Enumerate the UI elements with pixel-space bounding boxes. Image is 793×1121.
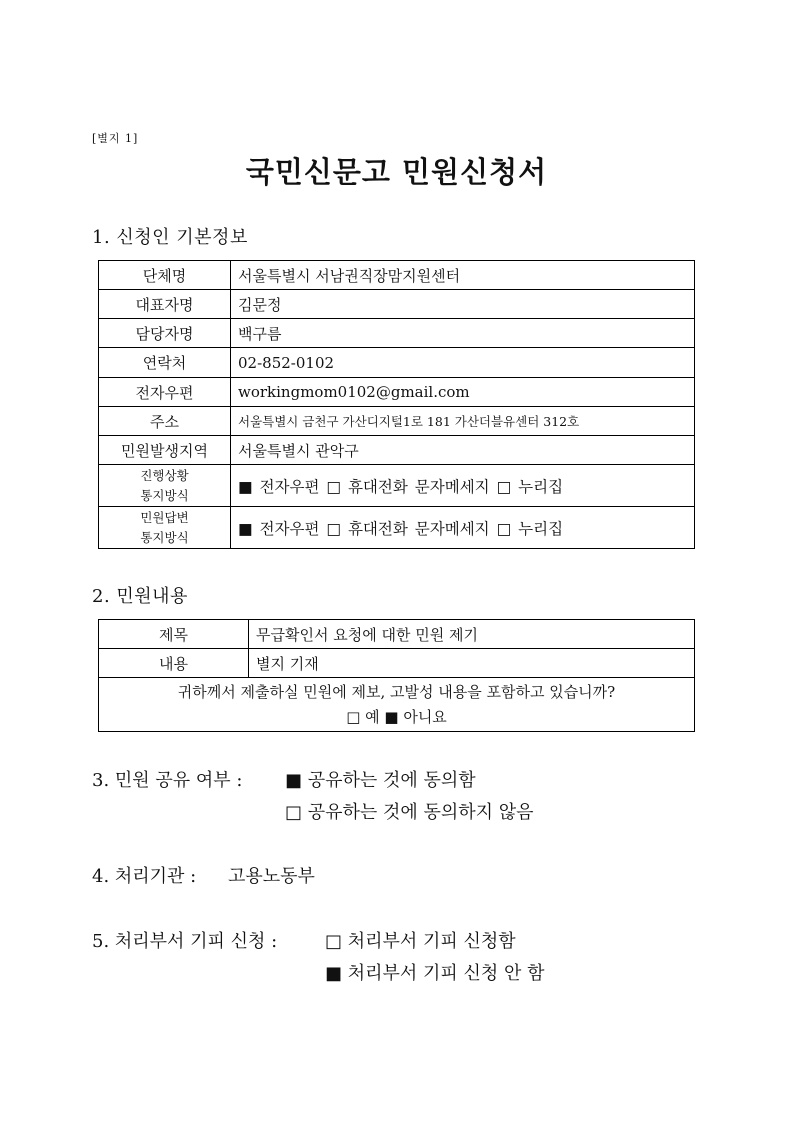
share-agree-option: ■ 공유하는 것에 동의함 [285,770,476,791]
contact-person-value: 백구름 [231,319,695,348]
avoidance-request-option: □ 처리부서 기피 신청함 [325,931,516,952]
table-row [99,620,695,649]
processing-agency-value: 고용노동부 [228,866,315,887]
annex-label: [별지 1] [92,132,139,145]
applicant-info-table [98,260,695,549]
region-label: 민원발생지역 [99,436,231,465]
progress-notice-label-line2: 통지방식 [140,487,189,503]
content-value: 별지 기재 [249,649,695,678]
table-row [99,261,695,290]
table-row [99,649,695,678]
org-name-value: 서울특별시 서남권직장맘지원센터 [231,261,695,290]
contact-person-label: 담당자명 [99,319,231,348]
address-label: 주소 [99,407,231,436]
section2-heading: 2. 민원내용 [92,586,188,607]
progress-notice-options: ■ 전자우편 □ 휴대전화 문자메세지 □ 누리집 [231,465,695,507]
phone-value: 02-852-0102 [231,348,695,378]
org-name-label: 단체명 [99,261,231,290]
representative-label: 대표자명 [99,290,231,319]
subject-label: 제목 [99,620,249,649]
table-row [99,436,695,465]
table-row [99,465,695,507]
answer-notice-label [99,507,231,549]
section5-heading: 5. 처리부서 기피 신청 : [92,931,278,952]
complaint-content-table [98,619,695,732]
table-row [99,290,695,319]
phone-label: 연락처 [99,348,231,378]
representative-value: 김문정 [231,290,695,319]
email-label: 전자우편 [99,378,231,407]
answer-notice-label-line1: 민원답변 [140,509,189,525]
table-row [99,407,695,436]
email-value: workingmom0102@gmail.com [231,378,695,407]
avoidance-no-request-option: ■ 처리부서 기피 신청 안 함 [325,963,545,984]
progress-notice-label-line1: 진행상황 [140,467,189,483]
report-question-cell [99,678,695,732]
content-label: 내용 [99,649,249,678]
answer-notice-options: ■ 전자우편 □ 휴대전화 문자메세지 □ 누리집 [231,507,695,549]
section3-heading: 3. 민원 공유 여부 : [92,770,243,791]
address-value: 서울특별시 금천구 가산디지털1로 181 가산더블유센터 312호 [231,407,695,436]
region-value: 서울특별시 관악구 [231,436,695,465]
progress-notice-label [99,465,231,507]
table-row [99,678,695,732]
answer-notice-label-line2: 통지방식 [140,529,189,545]
document-title: 국민신문고 민원신청서 [245,155,548,189]
report-question: 귀하께서 제출하실 민원에 제보, 고발성 내용을 포함하고 있습니까? [177,682,616,701]
report-answer: □ 예 ■ 아니요 [346,707,447,726]
section1-heading: 1. 신청인 기본정보 [92,227,248,248]
section4-heading: 4. 처리기관 : [92,866,197,887]
subject-value: 무급확인서 요청에 대한 민원 제기 [249,620,695,649]
table-row [99,378,695,407]
table-row [99,319,695,348]
table-row [99,507,695,549]
table-row [99,348,695,378]
share-disagree-option: □ 공유하는 것에 동의하지 않음 [285,802,534,823]
